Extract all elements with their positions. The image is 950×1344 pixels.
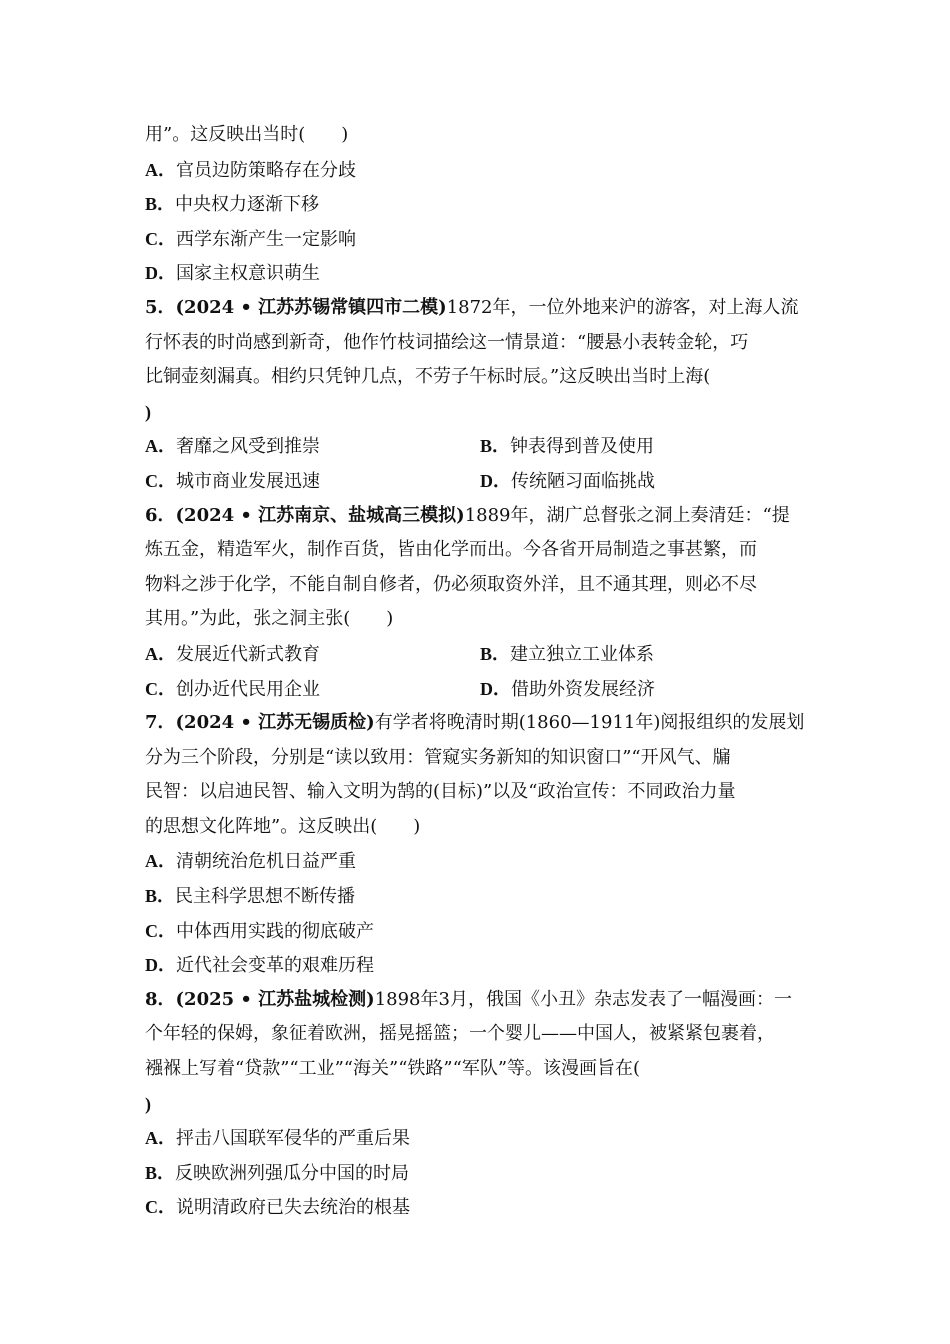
option-letter: D．: [480, 678, 511, 699]
question-5-stem-line-1: [145, 291, 817, 326]
option-text: 西学东渐产生一定影响: [176, 228, 356, 250]
question-6-option-d[interactable]: [480, 672, 815, 707]
option-text: 传统陋习面临挑战: [511, 470, 655, 492]
question-5-options-row-1: [145, 429, 817, 464]
option-letter: B．: [145, 194, 176, 215]
option-text: 反映欧洲列强瓜分中国的时局: [175, 1162, 410, 1184]
question-6-option-c[interactable]: [145, 672, 480, 707]
option-text: 抨击八国联军侵华的严重后果: [176, 1128, 410, 1150]
question-6-options-row-2: [145, 672, 817, 707]
option-letter: C．: [145, 920, 176, 941]
question-8: [145, 983, 817, 1225]
question-6-options-row-1: [145, 637, 817, 672]
question-6-option-a[interactable]: [145, 637, 480, 672]
question-5-stem-line-3: 比铜壶刻漏真。相约只凭钟几点，不劳子午标时辰。”这反映出当时上海(: [145, 366, 711, 388]
option-letter: B．: [145, 886, 176, 907]
document-body: [145, 118, 817, 1225]
question-4-option-a[interactable]: [145, 153, 817, 188]
question-4-option-d[interactable]: [145, 256, 817, 291]
question-7-option-b[interactable]: [145, 879, 817, 914]
option-text: 钟表得到普及使用: [510, 436, 655, 458]
option-text: 近代社会变革的艰难历程: [176, 955, 374, 977]
question-source: (2024 • 江苏苏锡常镇四市二模): [175, 296, 447, 318]
question-5-option-d[interactable]: [480, 464, 815, 499]
question-8-stem-line-1: [145, 983, 817, 1018]
option-letter: B．: [480, 643, 511, 664]
option-letter: D．: [480, 470, 511, 491]
option-letter: A．: [145, 643, 176, 664]
option-text: 中央权力逐渐下移: [175, 194, 320, 216]
question-4-stem-tail: 用”。这反映出当时( ): [145, 124, 349, 145]
option-letter: D．: [145, 955, 176, 976]
question-text: 有学者将晚清时期(1860—1911年)阅报组织的发展划: [374, 712, 805, 734]
question-source: (2025 • 江苏盐城检测): [175, 988, 375, 1010]
question-7-option-c[interactable]: [145, 914, 817, 949]
question-8-stem-line-3: 襁褓上写着“贷款”“工业”“海关”“铁路”“军队”等。该漫画旨在(: [145, 1058, 641, 1080]
question-5-options-row-2: [145, 464, 817, 499]
option-text: 发展近代新式教育: [176, 643, 320, 665]
question-7-option-a[interactable]: [145, 844, 817, 879]
option-text: 创办近代民用企业: [176, 678, 320, 700]
question-4: [145, 118, 817, 291]
question-7-stem-line-4: 的思想文化阵地”。这反映出( ): [145, 815, 421, 837]
question-8-option-b[interactable]: [145, 1156, 817, 1191]
question-7-option-d[interactable]: [145, 948, 817, 983]
question-7: [145, 706, 817, 983]
option-text: 说明清政府已失去统治的根基: [176, 1197, 410, 1219]
question-6: [145, 499, 817, 707]
option-letter: B．: [480, 436, 511, 457]
question-text: 1889年，湖广总督张之洞上奏清廷：“提: [464, 504, 790, 526]
question-8-option-c[interactable]: [145, 1190, 817, 1225]
question-7-stem-line-3: 民智：以启迪民智、输入文明为鹄的(目标)”以及“政治宣传：不同政治力量: [145, 781, 736, 803]
option-letter: A．: [145, 1128, 176, 1149]
question-7-stem-line-1: [145, 706, 817, 741]
question-8-stem-line-2: 个年轻的保姆，象征着欧洲，摇晃摇篮；一个婴儿——中国人，被紧紧包裹着，: [145, 1023, 775, 1045]
option-letter: C．: [145, 470, 176, 491]
option-text: 建立独立工业体系: [510, 643, 655, 665]
question-7-stem-line-2: 分为三个阶段，分别是“读以致用：管窥实务新知的知识窗口”“开风气、牖: [145, 746, 731, 768]
question-6-option-b[interactable]: [480, 637, 815, 672]
question-4-option-b[interactable]: [145, 187, 817, 222]
question-number: 5．: [145, 296, 176, 318]
option-letter: C．: [145, 228, 176, 249]
question-5-option-c[interactable]: [145, 464, 480, 499]
question-number: 7．: [145, 712, 176, 734]
question-5: [145, 291, 817, 499]
question-8-option-a[interactable]: [145, 1121, 817, 1156]
question-number: 6．: [145, 504, 176, 526]
question-6-stem-line-1: [145, 499, 817, 534]
question-6-stem-line-4: 其用。”为此，张之洞主张( ): [145, 608, 394, 630]
option-letter: A．: [145, 159, 176, 180]
option-text: 借助外资发展经济: [511, 678, 655, 700]
question-source: (2024 • 江苏南京、盐城高三模拟): [175, 504, 465, 526]
question-6-stem-line-3: 物料之涉于化学，不能自制自修者，仍必须取资外洋，且不通其理，则必不尽: [145, 573, 757, 595]
option-text: 清朝统治危机日益严重: [176, 851, 356, 873]
question-5-stem-line-2: 行怀表的时尚感到新奇，他作竹枝词描绘这一情景道：“腰悬小表转金轮，巧: [145, 331, 749, 353]
question-text: 1872年，一位外地来沪的游客，对上海人流: [446, 296, 799, 318]
question-4-option-c[interactable]: [145, 222, 817, 257]
question-8-stem-line-4: ): [145, 1093, 151, 1114]
option-letter: A．: [145, 436, 176, 457]
option-text: 城市商业发展迅速: [176, 470, 320, 492]
option-letter: A．: [145, 851, 176, 872]
question-number: 8．: [145, 988, 176, 1010]
option-letter: C．: [145, 1197, 176, 1218]
question-source: (2024 • 江苏无锡质检): [175, 712, 375, 734]
option-text: 奢靡之风受到推崇: [176, 436, 320, 458]
option-text: 中体西用实践的彻底破产: [176, 920, 374, 942]
question-5-stem-line-4: ): [145, 401, 151, 422]
option-letter: D．: [145, 263, 176, 284]
option-letter: B．: [145, 1162, 176, 1183]
option-text: 国家主权意识萌生: [176, 263, 320, 285]
question-6-stem-line-2: 炼五金，精造军火，制作百货，皆由化学而出。今各省开局制造之事甚繁，而: [145, 539, 757, 561]
question-text: 1898年3月，俄国《小丑》杂志发表了一幅漫画：一: [374, 988, 792, 1010]
question-5-option-b[interactable]: [480, 429, 815, 464]
option-text: 民主科学思想不断传播: [175, 886, 356, 908]
option-letter: C．: [145, 678, 176, 699]
option-text: 官员边防策略存在分歧: [176, 159, 356, 181]
question-5-option-a[interactable]: [145, 429, 480, 464]
